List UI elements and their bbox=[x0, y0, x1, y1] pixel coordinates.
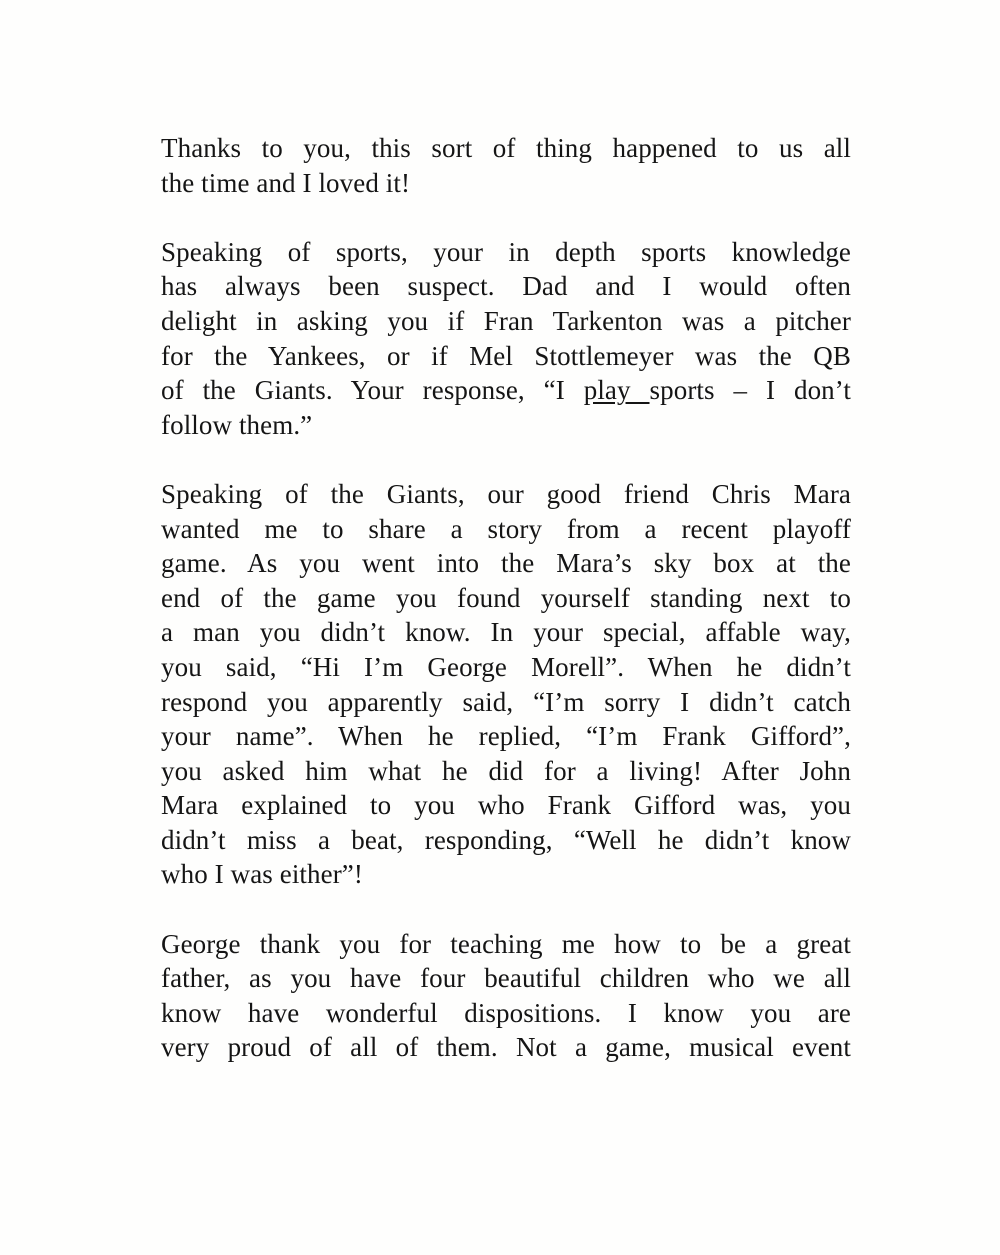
text-line: Mara explained to you who Frank Gifford was, you bbox=[161, 790, 851, 821]
text-line: a man you didn’t know. In your special, affable way, bbox=[161, 617, 851, 648]
text-line: didn’t miss a beat, responding, “Well he didn’t know bbox=[161, 824, 851, 855]
paragraph-4 bbox=[161, 927, 851, 1065]
text-line: respond you apparently said, “I’m sorry I didn’t catch bbox=[161, 686, 851, 717]
text-line: wanted me to share a story from a recent playoff bbox=[161, 513, 851, 544]
text-line: for the Yankees, or if Mel Stottlemeyer was the QB bbox=[161, 340, 851, 371]
text-line: father, as you have four beautiful children who we all bbox=[161, 963, 851, 994]
text-line: game. As you went into the Mara’s sky box at the bbox=[161, 548, 851, 579]
text-line: very proud of all of them. Not a game, musical event bbox=[161, 1032, 851, 1063]
underlined-word: play bbox=[583, 375, 650, 406]
paragraph-1 bbox=[161, 131, 851, 200]
paragraph-3 bbox=[161, 477, 851, 892]
text-line: end of the game you found yourself standing next to bbox=[161, 582, 851, 613]
text-line: Speaking of the Giants, our good friend Chris Mara bbox=[161, 478, 851, 509]
text-line: your name”. When he replied, “I’m Frank Gifford”, bbox=[161, 721, 851, 752]
text-segment: sports – I don’t bbox=[649, 375, 851, 406]
paragraph-2 bbox=[161, 235, 851, 443]
text-segment: of the Giants. Your response, “I bbox=[161, 375, 584, 406]
text-line: you said, “Hi I’m George Morell”. When he didn’t bbox=[161, 651, 851, 682]
text-line: follow them.” bbox=[161, 409, 313, 440]
text-line-with-underline bbox=[161, 373, 851, 408]
text-line: George thank you for teaching me how to be a great bbox=[161, 928, 851, 959]
text-line: Thanks to you, this sort of thing happened to us all bbox=[161, 133, 851, 163]
text-line: know have wonderful dispositions. I know you are bbox=[161, 997, 851, 1028]
text-line: who I was either”! bbox=[161, 859, 363, 890]
text-line: Speaking of sports, your in depth sports knowledge bbox=[161, 236, 851, 267]
text-line: you asked him what he did for a living! After John bbox=[161, 755, 851, 786]
text-line: the time and I loved it! bbox=[161, 167, 411, 198]
letter-body bbox=[161, 131, 851, 1100]
text-line: has always been suspect. Dad and I would often bbox=[161, 271, 851, 302]
text-line: delight in asking you if Fran Tarkenton was a pitcher bbox=[161, 305, 851, 336]
